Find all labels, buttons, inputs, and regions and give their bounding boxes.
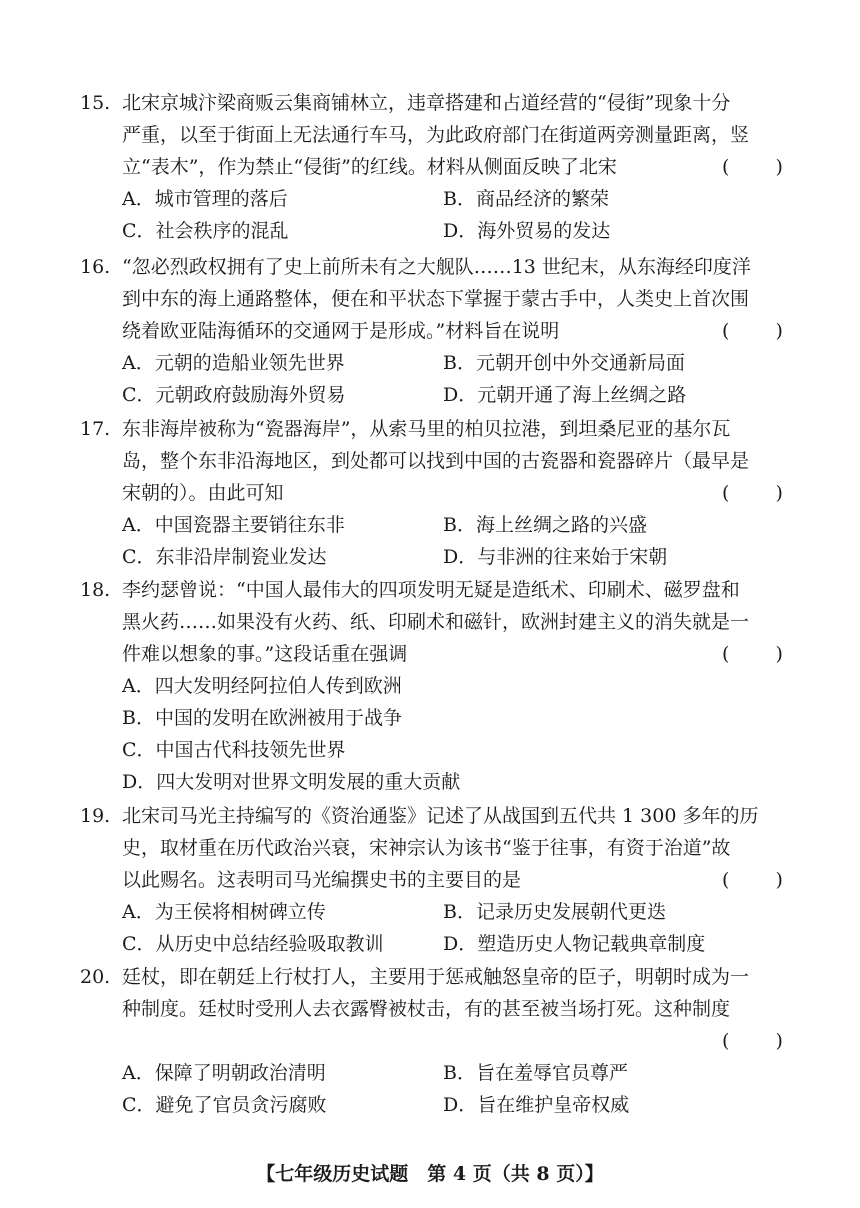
question-number: 18.: [80, 579, 111, 601]
option-c: C．社会秩序的混乱: [122, 220, 289, 242]
question-stem-line: 立“表木”，作为禁止“侵街”的红线。材料从侧面反映了北宋: [122, 156, 617, 178]
question-20: [80, 961, 803, 1121]
question-stem-line: 东非海岸被称为“瓷器海岸”，从索马里的柏贝拉港，到坦桑尼亚的基尔瓦: [122, 418, 731, 440]
answer-blank: ( ): [722, 643, 803, 665]
question-stem-line: 种制度。廷杖时受刑人去衣露臀被杖击，有的甚至被当场打死。这种制度: [122, 998, 731, 1020]
question-stem-line: 岛，整个东非沿海地区，到处都可以找到中国的古瓷器和瓷器碎片（最早是: [122, 450, 750, 472]
option-d: D．海外贸易的发达: [443, 220, 611, 242]
question-16: [80, 251, 803, 411]
question-stem-line: 廷杖，即在朝廷上行杖打人，主要用于惩戒触怒皇帝的臣子，明朝时成为一: [122, 966, 750, 988]
answer-blank: ( ): [722, 869, 803, 891]
option-a: A．四大发明经阿拉伯人传到欧洲: [122, 675, 402, 697]
question-stem-line: 绕着欧亚陆海循环的交通网于是形成。”材料旨在说明: [122, 320, 560, 342]
question-stem-line: 严重，以至于街面上无法通行车马，为此政府部门在街道两旁测量距离，竖: [122, 124, 750, 146]
question-number: 19.: [80, 805, 111, 827]
option-d: D．塑造历史人物记载典章制度: [443, 933, 706, 955]
question-stem-line: “忽必烈政权拥有了史上前所未有之大舰队……13 世纪末，从东海经印度洋: [122, 256, 751, 278]
question-stem-line: 宋朝的）。由此可知: [122, 482, 284, 504]
question-number: 15.: [80, 92, 111, 114]
option-a: A．城市管理的落后: [122, 188, 288, 210]
option-b: B．海上丝绸之路的兴盛: [443, 514, 647, 536]
option-c: C．从历史中总结经验吸取教训: [122, 933, 384, 955]
answer-blank: ( ): [722, 482, 803, 504]
option-d: D．四大发明对世界文明发展的重大贡献: [122, 771, 461, 793]
question-stem-line: 史，取材重在历代政治兴衰，宋神宗认为该书“鉴于往事，有资于治道”故: [122, 837, 731, 859]
option-c: C．中国古代科技领先世界: [122, 739, 346, 761]
page-footer: 【七年级历史试题 第 4 页（共 8 页）】: [256, 1163, 604, 1185]
answer-blank: ( ): [722, 156, 803, 178]
question-stem-line: 北宋京城汴梁商贩云集商铺林立，违章搭建和占道经营的“侵街”现象十分: [122, 92, 731, 114]
option-b: B．中国的发明在欧洲被用于战争: [122, 707, 402, 729]
option-a: A．元朝的造船业领先世界: [122, 352, 345, 374]
option-b: B．旨在羞辱官员尊严: [443, 1062, 628, 1084]
option-c: C．元朝政府鼓励海外贸易: [122, 384, 346, 406]
question-stem-line: 件难以想象的事。”这段话重在强调: [122, 643, 408, 665]
question-number: 16.: [80, 256, 111, 278]
option-d: D．与非洲的往来始于宋朝: [443, 546, 668, 568]
question-number: 20.: [80, 966, 111, 988]
answer-blank: ( ): [722, 1030, 803, 1052]
question-stem-line: 到中东的海上通路整体，便在和平状态下掌握于蒙古手中，人类史上首次围: [122, 288, 750, 310]
option-c: C．避免了官员贪污腐败: [122, 1094, 327, 1116]
option-b: B．元朝开创中外交通新局面: [443, 352, 685, 374]
question-stem-line: 以此赐名。这表明司马光编撰史书的主要目的是: [122, 869, 522, 891]
option-a: A．中国瓷器主要销往东非: [122, 514, 345, 536]
option-c: C．东非沿岸制瓷业发达: [122, 546, 327, 568]
question-stem-line: 李约瑟曾说：“中国人最伟大的四项发明无疑是造纸术、印刷术、磁罗盘和: [122, 579, 740, 601]
question-stem-line: 黑火药……如果没有火药、纸、印刷术和磁针，欧洲封建主义的消失就是一: [122, 611, 750, 633]
option-d: D．旨在维护皇帝权威: [443, 1094, 630, 1116]
option-b: B．记录历史发展朝代更迭: [443, 901, 666, 923]
answer-blank: ( ): [722, 320, 803, 342]
question-number: 17.: [80, 418, 111, 440]
option-d: D．元朝开通了海上丝绸之路: [443, 384, 687, 406]
option-a: A．为王侯将相树碑立传: [122, 901, 326, 923]
option-b: B．商品经济的繁荣: [443, 188, 609, 210]
question-18: [80, 574, 803, 798]
option-a: A．保障了明朝政治清明: [122, 1062, 326, 1084]
question-15: [80, 87, 803, 247]
question-17: [80, 413, 803, 573]
question-stem-line: 北宋司马光主持编写的《资治通鉴》记述了从战国到五代共 1 300 多年的历: [122, 805, 759, 827]
question-19: [80, 800, 803, 960]
